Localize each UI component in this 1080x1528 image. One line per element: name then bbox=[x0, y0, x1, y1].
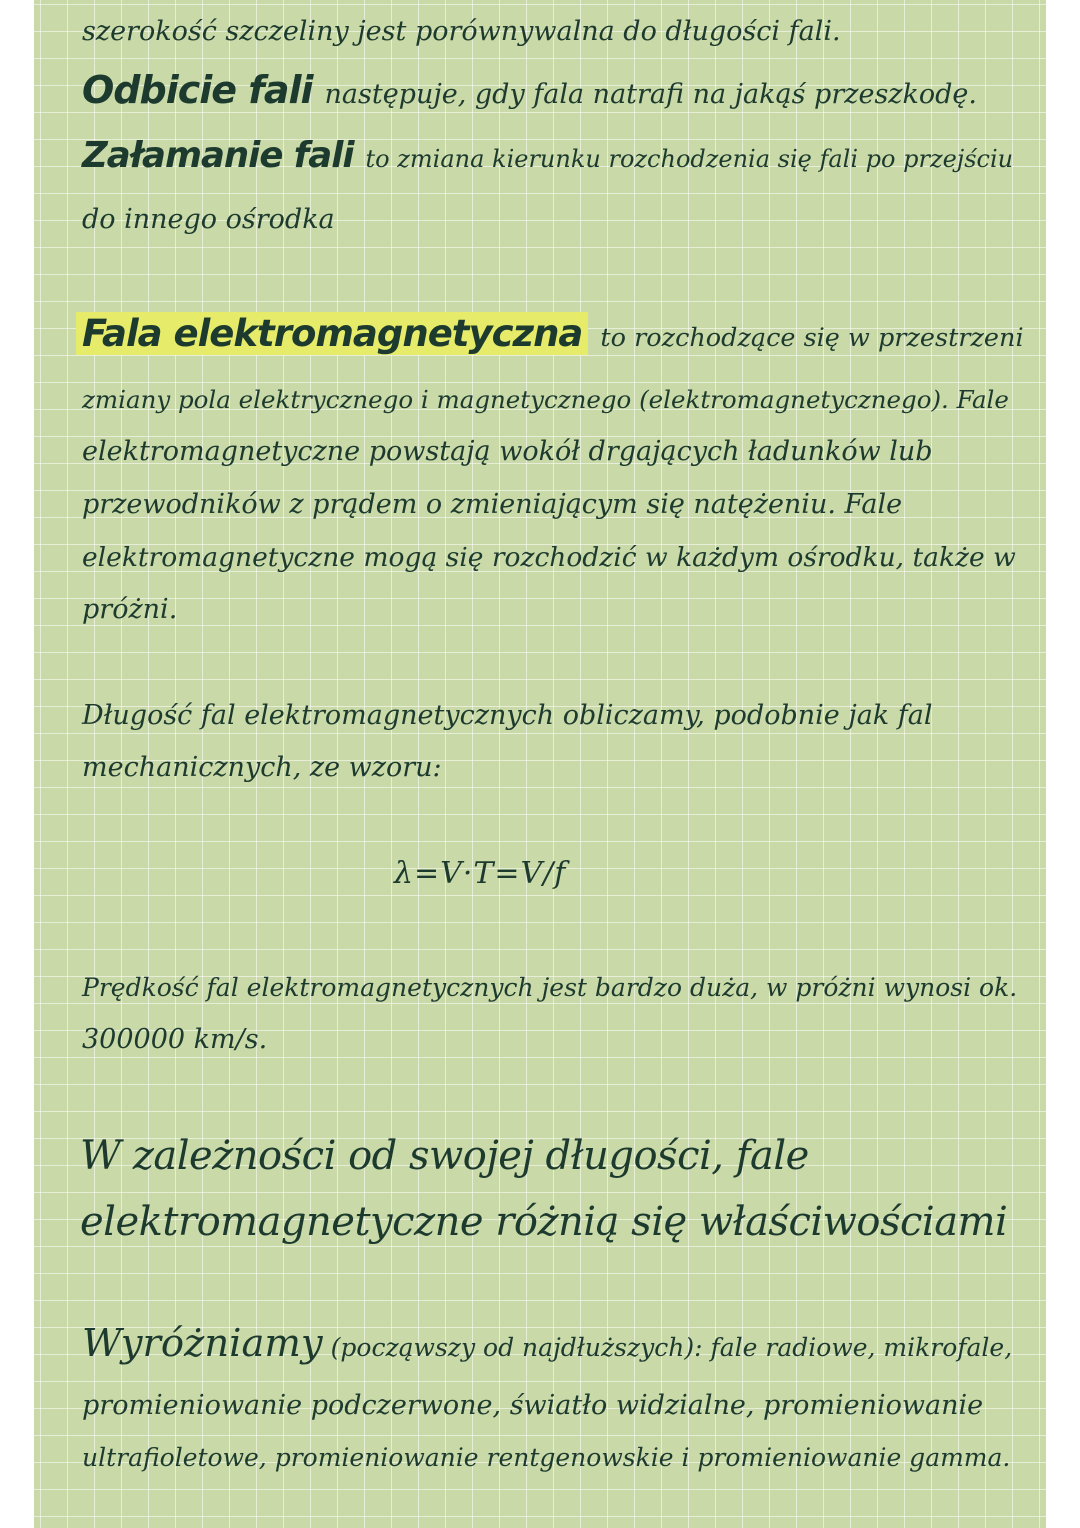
em-line-2: zmiany pola elektrycznego i magnetycznego (elektromagnetycznego). Fale bbox=[82, 385, 1009, 414]
em-line-5: elektromagnetyczne mogą się rozchodzić w każdym ośrodku, także w bbox=[82, 542, 1016, 573]
wave-types-line-2: promieniowanie podczerwone, światło widzialne, promieniowanie bbox=[82, 1390, 984, 1421]
reflection-text: następuje, gdy fala natrafi na jakąś przeszkodę. bbox=[324, 79, 977, 110]
refraction-definition bbox=[82, 135, 1014, 177]
em-line-3: elektromagnetyczne powstają wokół drgających ładunków lub bbox=[82, 436, 933, 467]
refraction-text: to zmiana kierunku rozchodzenia się fali po przejściu bbox=[365, 145, 1014, 173]
reflection-term: Odbicie fali bbox=[82, 68, 313, 112]
em-wave-definition bbox=[82, 312, 1024, 356]
refraction-term: Załamanie fali bbox=[82, 135, 354, 176]
wavelength-line-2: mechanicznych, ze wzoru: bbox=[82, 752, 442, 783]
wave-types-line-3: ultrafioletowe, promieniowanie rentgenowskie i promieniowanie gamma. bbox=[82, 1443, 1011, 1472]
diffraction-line-end: szerokość szczeliny jest porównywalna do długości fali. bbox=[82, 16, 841, 47]
em-line-4: przewodników z prądem o zmieniającym się natężeniu. Fale bbox=[82, 489, 903, 520]
em-wave-term: Fala elektromagnetyczna bbox=[76, 312, 588, 355]
wave-types-line-1 bbox=[82, 1321, 1013, 1366]
section-heading-line-1: W zależności od swojej długości, fale bbox=[80, 1133, 809, 1179]
wavelength-line-1: Długość fal elektromagnetycznych obliczamy, podobnie jak fal bbox=[82, 700, 933, 731]
section-heading-line-2: elektromagnetyczne różnią się właściwościami bbox=[80, 1199, 1008, 1245]
refraction-line-end: do innego ośrodka bbox=[82, 204, 335, 235]
em-line-6: próżni. bbox=[82, 594, 178, 625]
speed-line-2: 300000 km/s. bbox=[82, 1024, 268, 1055]
wave-types-text: (począwszy od najdłuższych): fale radiowe, mikrofale, bbox=[330, 1333, 1013, 1362]
em-wave-text: to rozchodzące się w przestrzeni bbox=[600, 323, 1024, 353]
wave-types-term: Wyróżniamy bbox=[82, 1321, 323, 1366]
speed-line-1: Prędkość fal elektromagnetycznych jest bardzo duża, w próżni wynosi ok. bbox=[82, 973, 1018, 1002]
reflection-definition bbox=[82, 68, 977, 113]
notebook-page bbox=[34, 0, 1046, 1528]
wavelength-formula: λ=V·T=V/f bbox=[394, 856, 567, 891]
